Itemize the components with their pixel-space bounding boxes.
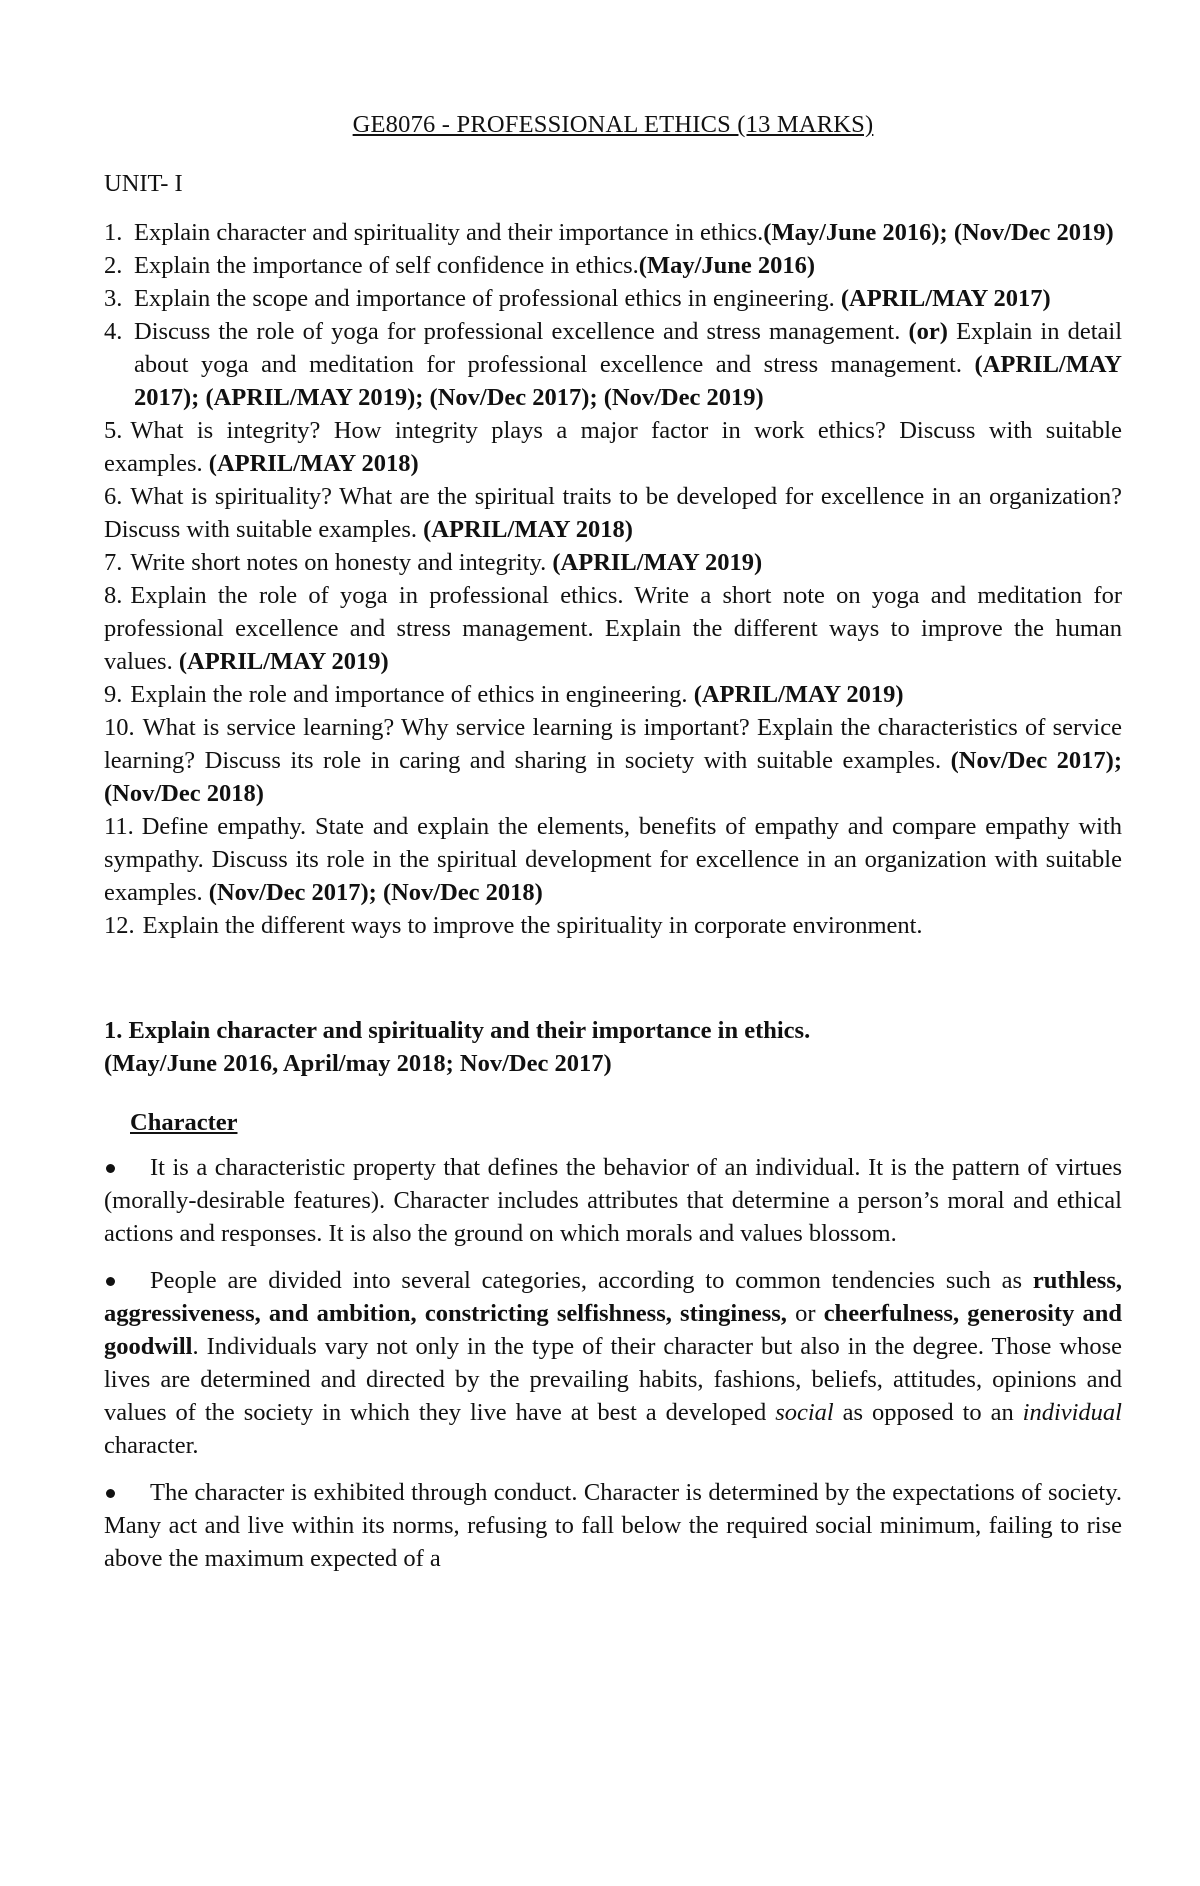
question-text-alt: Explain in detail about yoga and meditation for professional excellence and stress management. bbox=[134, 318, 1123, 378]
bullet-dot-icon bbox=[106, 1164, 115, 1173]
bullet-text: It is a characteristic property that defines the behavior of an individual. It is the pattern of virtues (morally-desirable features). Character includes attributes that determine a person’s moral and ethical actions and responses. It is also the ground on which morals and values blossom. bbox=[104, 1154, 1122, 1247]
bullet-item bbox=[104, 1264, 1122, 1462]
question-item bbox=[104, 480, 1122, 546]
question-number: 12. bbox=[104, 912, 135, 939]
question-item bbox=[104, 315, 1122, 414]
exam-tag: (APRIL/MAY 2018) bbox=[423, 516, 633, 543]
question-item bbox=[104, 810, 1122, 909]
bullet-dot-icon bbox=[106, 1277, 115, 1286]
question-text: Explain the role and importance of ethics in engineering. bbox=[130, 681, 688, 708]
question-number: 2. bbox=[104, 252, 123, 279]
bullet-text: People are divided into several categories, according to common tendencies such as bbox=[150, 1267, 1033, 1294]
bullet-text: The character is exhibited through conduct. Character is determined by the expectations of society. Many act and live within its norms, refusing to fall below the required social minimum, failing to rise above the maximum expected of a bbox=[104, 1479, 1122, 1572]
question-item bbox=[104, 711, 1122, 810]
exam-tag: (May/June 2016); (Nov/Dec 2019) bbox=[763, 219, 1114, 246]
bullet-bold-traits: ruthless, aggressiveness, and ambition, constricting selfishness, stinginess, bbox=[104, 1267, 1122, 1327]
answer-heading bbox=[104, 1014, 1122, 1080]
question-number: 9. bbox=[104, 681, 123, 708]
question-item bbox=[104, 414, 1122, 480]
question-text: Write short notes on honesty and integrity. bbox=[130, 549, 547, 576]
bullet-item bbox=[104, 1151, 1122, 1250]
exam-tag: (APRIL/MAY 2018) bbox=[208, 450, 419, 477]
question-text: Explain the different ways to improve the spirituality in corporate environment. bbox=[142, 912, 923, 939]
question-text: Define empathy. State and explain the elements, benefits of empathy and compare empathy with sympathy. Discuss its role in the spiritual development for excellence in an organization with suitable examples. bbox=[104, 813, 1122, 906]
bullet-text: character. bbox=[104, 1432, 199, 1459]
question-item bbox=[104, 678, 1122, 711]
bullet-italic-term: individual bbox=[1022, 1399, 1122, 1426]
exam-tag-or: (or) bbox=[908, 318, 948, 345]
question-number: 8. bbox=[104, 582, 123, 609]
bullet-bold-traits: cheerfulness, generosity and goodwill bbox=[104, 1300, 1122, 1360]
exam-tag: (APRIL/MAY 2017) bbox=[840, 285, 1051, 312]
character-subheading: Character bbox=[130, 1109, 238, 1136]
question-number: 6. bbox=[104, 483, 123, 510]
question-text: What is spirituality? What are the spiritual traits to be developed for excellence in an organization? Discuss with suitable examples. bbox=[104, 483, 1122, 543]
question-text: What is integrity? How integrity plays a major factor in work ethics? Discuss with suitable examples. bbox=[104, 417, 1122, 477]
exam-tag: (APRIL/MAY 2017); (APRIL/MAY 2019); (Nov/Dec 2017); (Nov/Dec 2019) bbox=[134, 351, 1123, 411]
question-item bbox=[104, 579, 1122, 678]
unit-heading: UNIT- I bbox=[104, 170, 183, 197]
question-text: Explain the importance of self confidence in ethics. bbox=[134, 252, 639, 279]
bullet-text: or bbox=[786, 1300, 824, 1327]
question-item bbox=[104, 909, 1122, 942]
question-number: 4. bbox=[104, 318, 123, 345]
question-text: Explain the scope and importance of professional ethics in engineering. bbox=[134, 285, 835, 312]
question-number: 10. bbox=[104, 714, 135, 741]
answer-heading-question: 1. Explain character and spirituality and their importance in ethics. bbox=[104, 1017, 811, 1044]
question-number: 3. bbox=[104, 285, 123, 312]
exam-tag: (Nov/Dec 2017); (Nov/Dec 2018) bbox=[104, 747, 1122, 807]
question-number: 5. bbox=[104, 417, 123, 444]
question-item bbox=[104, 249, 1122, 282]
exam-tag: (APRIL/MAY 2019) bbox=[178, 648, 389, 675]
exam-tag: (APRIL/MAY 2019) bbox=[552, 549, 763, 576]
bullet-dot-icon bbox=[106, 1489, 115, 1498]
question-item bbox=[104, 546, 1122, 579]
exam-tag: (Nov/Dec 2017); (Nov/Dec 2018) bbox=[208, 879, 543, 906]
bullet-item bbox=[104, 1476, 1122, 1575]
document-title: GE8076 - PROFESSIONAL ETHICS (13 MARKS) bbox=[352, 111, 874, 138]
question-text: Explain the role of yoga in professional ethics. Write a short note on yoga and meditation for professional excellence and stress management. Explain the different ways to improve the human values. bbox=[104, 582, 1122, 675]
question-item bbox=[104, 216, 1122, 249]
exam-tag: (May/June 2016) bbox=[638, 252, 816, 279]
bullet-italic-term: social bbox=[775, 1399, 834, 1426]
question-item bbox=[104, 282, 1122, 315]
question-text: Discuss the role of yoga for professional excellence and stress management. bbox=[134, 318, 901, 345]
exam-tag: (APRIL/MAY 2019) bbox=[693, 681, 904, 708]
question-number: 11. bbox=[104, 813, 134, 840]
question-text: What is service learning? Why service learning is important? Explain the characteristics of service learning? Discuss its role in caring and sharing in society with suitable examples. bbox=[104, 714, 1122, 774]
question-text: Explain character and spirituality and their importance in ethics. bbox=[134, 219, 764, 246]
bullet-text: as opposed to an bbox=[833, 1399, 1023, 1426]
question-number: 7. bbox=[104, 549, 123, 576]
bullet-text: . Individuals vary not only in the type of their character but also in the degree. Those whose lives are determined and directed by the prevailing habits, fashions, beliefs, attitudes, opinions and values of the society in which they live have at best a developed bbox=[104, 1333, 1122, 1426]
question-list bbox=[104, 216, 1122, 942]
answer-heading-sessions: (May/June 2016, April/may 2018; Nov/Dec 2017) bbox=[104, 1050, 612, 1077]
character-bullets bbox=[104, 1151, 1122, 1575]
question-number: 1. bbox=[104, 219, 123, 246]
